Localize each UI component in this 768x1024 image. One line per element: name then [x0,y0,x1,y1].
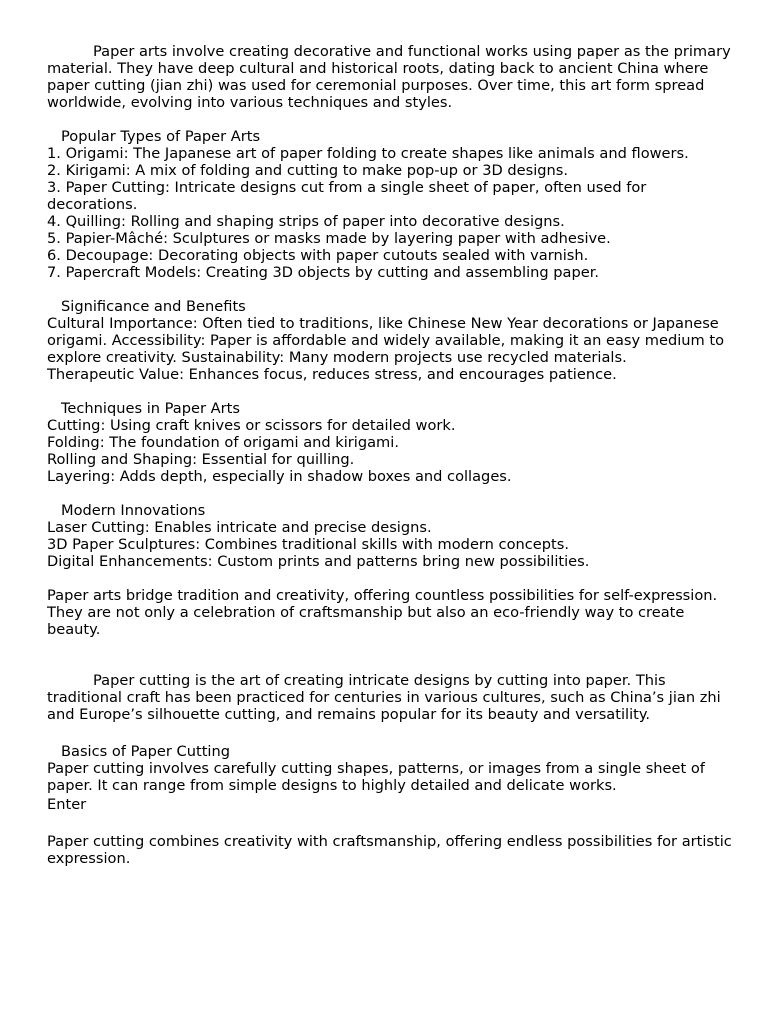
spacer [47,813,737,833]
basics-section [47,743,737,813]
list-item: 3. Paper Cutting: Intricate designs cut from a single sheet of paper, often used for decorations. [47,179,647,213]
spacer [47,723,737,743]
spacer [47,281,737,298]
intro-paragraph: Paper arts involve creating decorative and functional works using paper as the primary material. They have deep cultural and historical roots, dating back to ancient China where paper cutting (jian zhi) was used for ceremonial purposes. Over time, this art form spread worldwide, evolving into various techniques and styles. [47,43,731,111]
spacer [47,111,737,128]
significance-paragraph: Cultural Importance: Often tied to traditions, like Chinese New Year decorations or Japanese origami. Accessibility: Paper is affordable and widely available, making it an easy medium to explore creativity. Sustainability: Many modern projects use recycled materials. [47,315,725,366]
list-item: Laser Cutting: Enables intricate and precise designs. [47,519,432,536]
significance-section [47,298,737,383]
spacer [47,383,737,400]
list-item: 2. Kirigami: A mix of folding and cutting to make pop-up or 3D designs. [47,162,569,179]
document-page [47,43,737,867]
list-item: 7. Papercraft Models: Creating 3D objects by cutting and assembling paper. [47,264,600,281]
techniques-heading: Techniques in Paper Arts [61,400,240,417]
list-item: Layering: Adds depth, especially in shadow boxes and collages. [47,468,512,485]
enter-text: Enter [47,796,87,813]
techniques-section [47,400,737,485]
list-item: 1. Origami: The Japanese art of paper folding to create shapes like animals and flowers. [47,145,689,162]
list-item: Cutting: Using craft knives or scissors for detailed work. [47,417,456,434]
basics-paragraph: Paper cutting involves carefully cutting shapes, patterns, or images from a single sheet of paper. It can range from simple designs to highly detailed and delicate works. [47,760,705,794]
list-item: Folding: The foundation of origami and kirigami. [47,434,399,451]
list-item: Rolling and Shaping: Essential for quilling. [47,451,355,468]
types-heading: Popular Types of Paper Arts [61,128,261,145]
list-item: 4. Quilling: Rolling and shaping strips of paper into decorative designs. [47,213,565,230]
significance-heading: Significance and Benefits [61,298,246,315]
list-item: Digital Enhancements: Custom prints and patterns bring new possibilities. [47,553,590,570]
therapeutic-value-text: Therapeutic Value: Enhances focus, reduces stress, and encourages patience. [47,366,617,383]
innovations-heading: Modern Innovations [61,502,206,519]
list-item: 6. Decoupage: Decorating objects with paper cutouts sealed with varnish. [47,247,589,264]
spacer [47,485,737,502]
basics-heading: Basics of Paper Cutting [61,743,231,760]
list-item: 5. Papier-Mâché: Sculptures or masks made by layering paper with adhesive. [47,230,611,247]
paper-cutting-intro: Paper cutting is the art of creating intricate designs by cutting into paper. This traditional craft has been practiced for centuries in various cultures, such as China’s jian zhi and Europe’s silhouette cutting, and remains popular for its beauty and versatility. [47,672,721,723]
spacer [47,570,737,587]
conclusion-paragraph: Paper arts bridge tradition and creativity, offering countless possibilities for self-expression. They are not only a celebration of craftsmanship but also an eco-friendly way to create beauty. [47,587,718,638]
innovations-section [47,502,737,570]
final-paragraph: Paper cutting combines creativity with craftsmanship, offering endless possibilities for artistic expression. [47,833,732,867]
types-section [47,128,737,281]
list-item: 3D Paper Sculptures: Combines traditional skills with modern concepts. [47,536,569,553]
spacer [47,638,737,672]
